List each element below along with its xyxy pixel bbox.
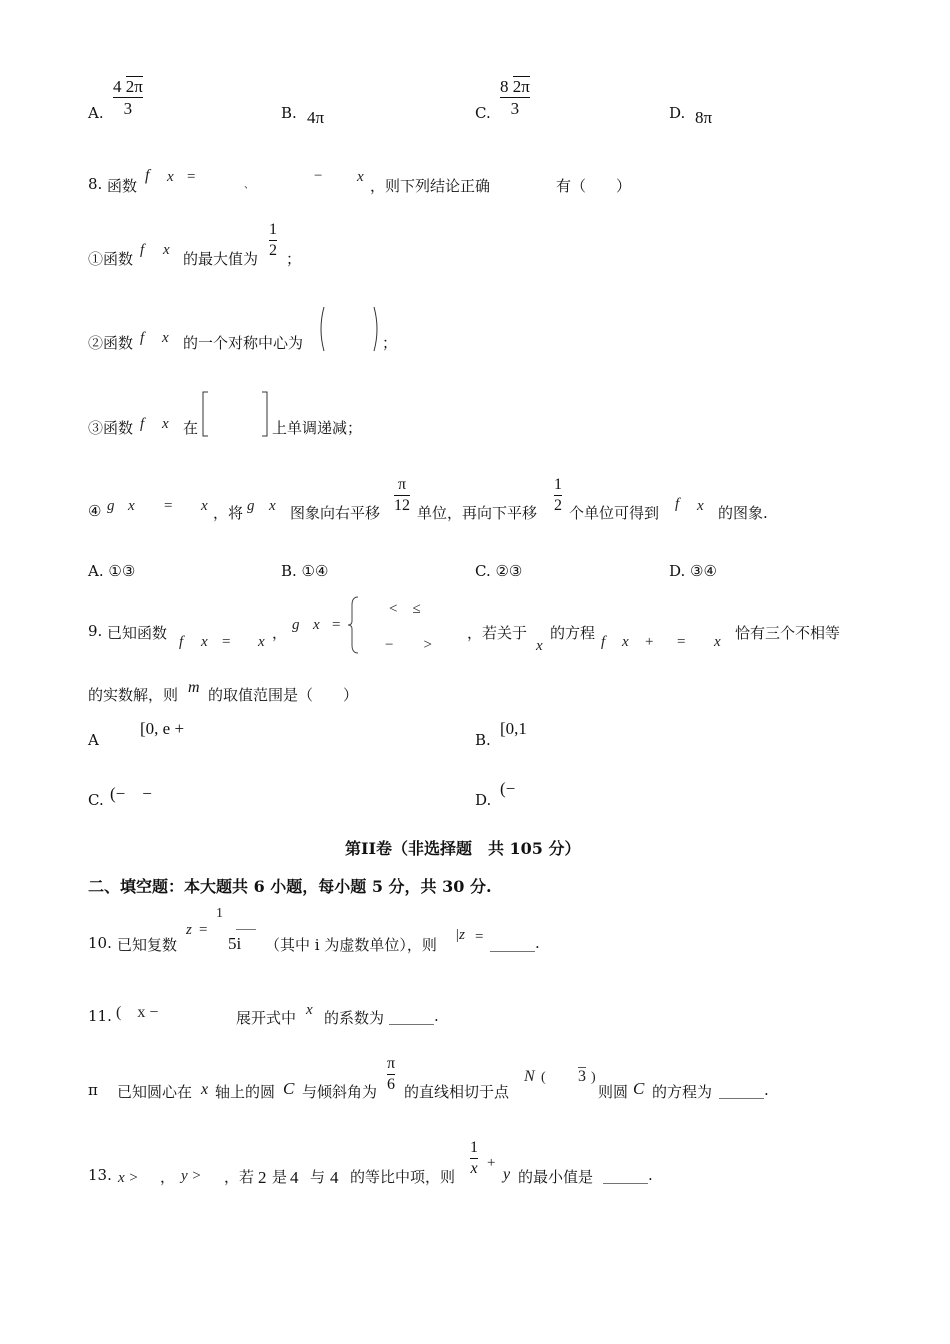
q9-geq: = bbox=[332, 617, 341, 633]
q8-option-c: C. ②③ bbox=[475, 562, 523, 580]
denominator: 2 bbox=[554, 497, 562, 514]
q8-s3-brackets bbox=[200, 390, 270, 438]
q13-comma: ， bbox=[160, 1168, 176, 1186]
q8-s4-x: x bbox=[128, 498, 135, 514]
q9-t2: ，若关于 bbox=[467, 624, 528, 642]
q10-abs-z: |z bbox=[455, 927, 465, 943]
fraction-bar bbox=[470, 1158, 478, 1159]
q8-x2: x bbox=[357, 169, 364, 185]
q9-case2: − > bbox=[385, 637, 432, 653]
q9-t1: 已知函数 bbox=[107, 624, 168, 642]
q9-option-a-value: [0, e + bbox=[140, 719, 185, 738]
q11-t2: 的系数为 bbox=[324, 1009, 385, 1027]
q10-eq: = bbox=[199, 922, 208, 938]
q7-c-denominator: 3 bbox=[510, 99, 520, 118]
q8-s2-f: f bbox=[140, 330, 145, 346]
q9-t4: 恰有三个不相等 bbox=[735, 624, 841, 642]
q13-plus: + bbox=[487, 1155, 496, 1171]
q11-t1: 展开式中 bbox=[236, 1009, 297, 1027]
q13-t4: 的等比中项，则 bbox=[350, 1168, 456, 1186]
q8-s4-fraction-2 bbox=[554, 477, 562, 514]
q12-t3: 与倾斜角为 bbox=[302, 1083, 378, 1101]
numerator: 1 bbox=[470, 1139, 478, 1156]
q8-s4-f: f bbox=[675, 496, 680, 512]
q10-number: 10. bbox=[88, 934, 112, 952]
fraction-bar bbox=[113, 97, 143, 98]
q9-t6: 的取值范围是（ ） bbox=[208, 686, 359, 704]
q8-stem-tail: ，则下列结论正确 bbox=[370, 177, 491, 195]
numerator: π bbox=[397, 476, 407, 493]
q9-plus: + bbox=[645, 634, 654, 650]
q9-comma: ， bbox=[272, 624, 288, 642]
q11-x: x bbox=[306, 1002, 313, 1018]
q12-answer-blank[interactable]: ______. bbox=[719, 1081, 769, 1099]
q8-s4-g2: g bbox=[247, 498, 255, 514]
q8-s2-mid: 的一个对称中心为 bbox=[183, 334, 304, 352]
numerator: 1 bbox=[269, 221, 277, 238]
q10-answer-blank[interactable]: ______. bbox=[490, 934, 540, 952]
q11-answer-blank[interactable]: ______. bbox=[389, 1007, 439, 1025]
q8-s4-fraction-1 bbox=[394, 477, 410, 514]
q8-x: x bbox=[167, 169, 174, 185]
q8-s4-prefix: ④ bbox=[88, 502, 102, 520]
q9-x4: x bbox=[714, 634, 721, 650]
q10-t2: （其中 i 为虚数单位），则 bbox=[265, 936, 437, 954]
q8-s1-f: f bbox=[140, 242, 145, 258]
q9-eq: = bbox=[222, 634, 231, 650]
q12-C2: C bbox=[633, 1079, 645, 1098]
denominator: 6 bbox=[387, 1076, 396, 1093]
q8-option-a: A. ①③ bbox=[88, 562, 136, 580]
q8-s4-eq: = bbox=[164, 498, 173, 514]
q8-s3-x: x bbox=[162, 416, 169, 432]
q10-eq2: = bbox=[475, 929, 484, 945]
q10-denominator: 5i bbox=[228, 934, 242, 953]
q8-s4-x3: x bbox=[269, 498, 276, 514]
q9-g: g bbox=[292, 617, 300, 633]
q9-option-c-label: C. bbox=[88, 791, 104, 809]
q9-var-x: x bbox=[536, 638, 543, 654]
q8-s1-fraction bbox=[269, 222, 277, 259]
q8-s4-t5: 的图象. bbox=[718, 504, 768, 522]
q8-stem-text: 函数 bbox=[107, 177, 138, 195]
q7-a-numerator: 4 bbox=[113, 77, 122, 96]
q13-fraction bbox=[470, 1140, 478, 1177]
q8-s3-end: 上单调递减； bbox=[272, 419, 363, 437]
q7-c-numerator: 8 bbox=[500, 77, 509, 96]
q9-brace bbox=[346, 595, 360, 655]
q9-x3: x bbox=[622, 634, 629, 650]
section-title: 第II卷（非选择题 共 105 分） bbox=[345, 839, 581, 858]
q9-number: 9. bbox=[88, 622, 103, 640]
q8-s3-prefix: ③函数 bbox=[88, 419, 134, 437]
q8-eq: = bbox=[187, 169, 196, 185]
q7-a-radical: 2π bbox=[125, 77, 143, 96]
q7-c-radical: 2π bbox=[512, 77, 530, 96]
q8-s2-x: x bbox=[162, 330, 169, 346]
q9-option-b-label: B. bbox=[475, 731, 491, 749]
q8-s1-mid: 的最大值为 bbox=[183, 250, 259, 268]
q9-f2: f bbox=[601, 634, 606, 650]
q13-answer-blank[interactable]: ______. bbox=[603, 1166, 653, 1184]
q7-option-b-value: 4π bbox=[307, 108, 325, 127]
q12-t4: 的直线相切于点 bbox=[404, 1083, 510, 1101]
q9-option-d-value: (− bbox=[500, 779, 516, 798]
q10-numerator-fragment: 1 bbox=[216, 906, 223, 921]
q13-t2: 是 bbox=[272, 1168, 288, 1186]
q13-four-1: 4 bbox=[290, 1168, 299, 1187]
q8-s4-x4: x bbox=[697, 498, 704, 514]
q13-two: 2 bbox=[258, 1168, 267, 1187]
q12-x: x bbox=[201, 1081, 209, 1098]
q8-stem-tail2: 有（ ） bbox=[556, 177, 632, 195]
q13-y-gt: y > bbox=[181, 1168, 202, 1184]
q8-s4-t1: ，将 bbox=[213, 504, 244, 522]
q8-s1-x: x bbox=[163, 242, 170, 258]
q13-t5: 的最小值是 bbox=[518, 1168, 594, 1186]
q8-s3-mid: 在 bbox=[183, 419, 199, 437]
denominator: 12 bbox=[394, 497, 410, 514]
q9-x2: x bbox=[258, 634, 265, 650]
fill-in-heading: 二、填空题：本大题共 6 小题，每小题 5 分，共 30 分. bbox=[88, 877, 492, 896]
q9-f: f bbox=[179, 634, 184, 650]
q8-minus: − bbox=[314, 168, 323, 184]
q13-four-2: 4 bbox=[330, 1168, 339, 1187]
q7-option-c-label: C. bbox=[475, 104, 491, 122]
fraction-bar bbox=[554, 495, 562, 496]
q8-f: f bbox=[145, 167, 150, 184]
q8-option-b: B. ①④ bbox=[281, 562, 329, 580]
q9-option-a-label: A bbox=[88, 731, 99, 749]
fraction-bar bbox=[269, 240, 277, 241]
q7-option-a-fraction bbox=[113, 78, 143, 117]
q11-expression: ( x − bbox=[116, 1004, 159, 1021]
q7-option-b-label: B. bbox=[281, 104, 297, 122]
q13-y: y bbox=[503, 1166, 511, 1183]
q8-s1-prefix: ①函数 bbox=[88, 250, 134, 268]
q12-t1: 已知圆心在 bbox=[117, 1083, 193, 1101]
fraction-bar bbox=[387, 1074, 395, 1075]
denominator: x bbox=[470, 1160, 478, 1177]
q13-number: 13. bbox=[88, 1166, 112, 1184]
q8-s3-f: f bbox=[140, 416, 145, 432]
q9-case1: < ≤ bbox=[389, 601, 421, 617]
q9-eq2: = bbox=[677, 634, 686, 650]
q8-s4-t3: 单位，再向下平移 bbox=[417, 504, 538, 522]
q7-option-d-value: 8π bbox=[695, 108, 713, 127]
q7-option-a-label: A. bbox=[88, 104, 104, 122]
q8-option-d: D. ③④ bbox=[669, 562, 717, 580]
q8-frag-comma: 、 bbox=[244, 180, 254, 191]
q7-a-denominator: 3 bbox=[123, 99, 133, 118]
q13-t1: ，若 bbox=[224, 1168, 255, 1186]
q9-m: m bbox=[188, 679, 200, 696]
q11-number: 11. bbox=[88, 1007, 112, 1025]
q12-t6: 的方程为 bbox=[652, 1083, 713, 1101]
fraction-bar bbox=[236, 929, 256, 930]
q12-radical: 3 bbox=[578, 1068, 586, 1085]
q10-t1: 已知复数 bbox=[117, 936, 178, 954]
q8-s2-parentheses bbox=[316, 305, 386, 353]
q8-s4-t2: 图象向右平移 bbox=[290, 504, 381, 522]
q12-angle-fraction bbox=[387, 1056, 395, 1093]
q9-x: x bbox=[201, 634, 208, 650]
q9-option-b-value: [0,1 bbox=[500, 719, 527, 738]
fraction-bar bbox=[500, 97, 530, 98]
q8-s1-end: ； bbox=[286, 250, 302, 268]
q13-t3: 与 bbox=[310, 1168, 326, 1186]
q9-option-d-label: D. bbox=[475, 791, 492, 809]
q8-s2-end: ； bbox=[382, 334, 398, 352]
q9-t5: 的实数解，则 bbox=[88, 686, 179, 704]
numerator: π bbox=[387, 1055, 396, 1072]
q9-t3: 的方程 bbox=[550, 624, 596, 642]
q12-N: N bbox=[524, 1068, 535, 1085]
q9-option-c-value: (− − bbox=[110, 784, 152, 803]
q8-s4-g: g bbox=[107, 498, 115, 514]
fraction-bar bbox=[394, 495, 410, 496]
q8-s4-t4: 个单位可得到 bbox=[569, 504, 660, 522]
q9-gx: x bbox=[313, 617, 320, 633]
q12-t2: 轴上的圆 bbox=[215, 1083, 276, 1101]
q12-C: C bbox=[283, 1079, 295, 1098]
q8-s4-x2: x bbox=[201, 498, 208, 514]
q12-paren-close: ) bbox=[591, 1070, 596, 1085]
denominator: 2 bbox=[269, 242, 277, 259]
numerator: 1 bbox=[554, 476, 562, 493]
q7-option-c-fraction bbox=[500, 78, 530, 117]
q12-t5: 则圆 bbox=[598, 1083, 629, 1101]
q7-option-d-label: D. bbox=[669, 104, 686, 122]
q8-number: 8. bbox=[88, 175, 103, 193]
q10-z: z bbox=[186, 922, 192, 938]
q12-number: π bbox=[88, 1081, 98, 1099]
q12-paren-open: ( bbox=[541, 1070, 546, 1085]
q8-s2-prefix: ②函数 bbox=[88, 334, 134, 352]
q13-x-gt: x > bbox=[118, 1170, 139, 1186]
